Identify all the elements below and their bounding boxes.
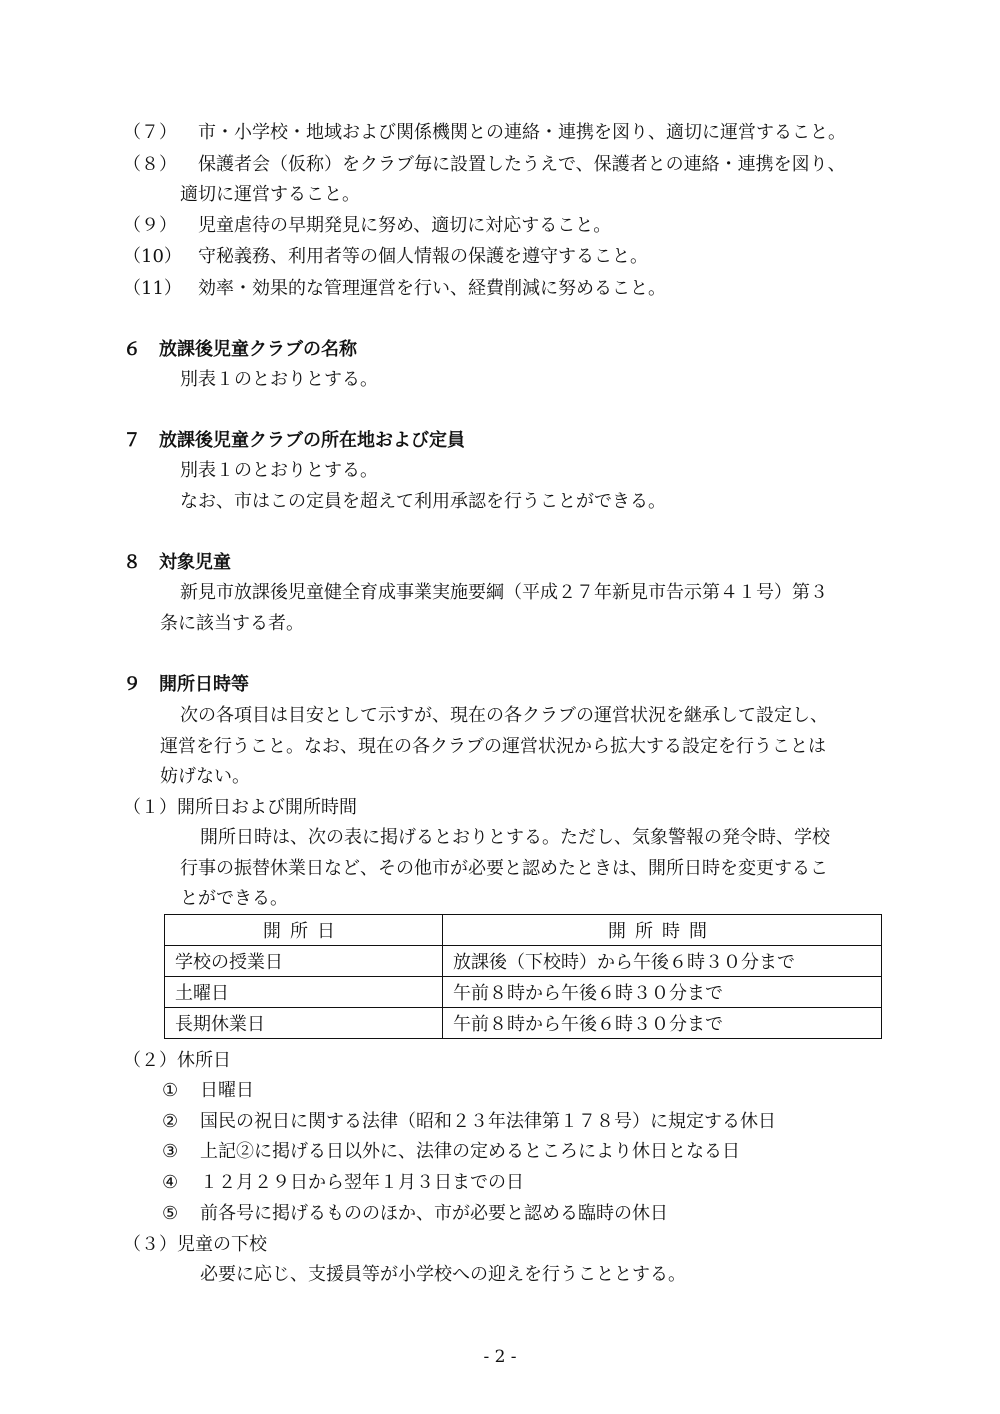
- section-9-heading: [123, 673, 249, 697]
- list-number: （11）: [123, 278, 182, 299]
- list-text: 市・小学校・地域および関係機関との連絡・連携を図り、適切に運営すること。: [198, 122, 846, 143]
- subsection-3-text: 必要に応じ、支援員等が小学校への迎えを行うこととする。: [200, 1264, 686, 1285]
- table-cell: 午前８時から午後６時３０分まで: [443, 977, 882, 1008]
- table-cell: 午前８時から午後６時３０分まで: [443, 1008, 882, 1039]
- list-text: 保護者会（仮称）をクラブ毎に設置したうえで、保護者との連絡・連携を図り、: [198, 154, 846, 175]
- section-7-body-2: なお、市はこの定員を超えて利用承認を行うことができる。: [180, 491, 666, 512]
- section-6-heading: [123, 338, 357, 362]
- section-title: 放課後児童クラブの名称: [159, 339, 357, 360]
- item-text: 上記②に掲げる日以外に、法律の定めるところにより休日となる日: [200, 1141, 740, 1162]
- subsection-1-text-3: とができる。: [180, 888, 288, 909]
- subsection-1-text-1: 開所日時は、次の表に掲げるとおりとする。ただし、気象警報の発令時、学校: [200, 827, 830, 848]
- table-row: [165, 1008, 882, 1039]
- list-number: （９）: [123, 215, 177, 236]
- section-number: ８: [123, 552, 141, 573]
- list-text: 守秘義務、利用者等の個人情報の保護を遵守すること。: [198, 246, 648, 267]
- section-8-heading: [123, 551, 231, 575]
- section-7-heading: [123, 429, 465, 453]
- section-number: ７: [123, 430, 141, 451]
- table-cell: 学校の授業日: [165, 946, 443, 977]
- table-cell: 長期休業日: [165, 1008, 443, 1039]
- section-9-intro-1: 次の各項目は目安として示すが、現在の各クラブの運営状況を継承して設定し、: [180, 705, 828, 726]
- table-row: [165, 946, 882, 977]
- list-text: 効率・効果的な管理運営を行い、経費削減に努めること。: [198, 278, 666, 299]
- section-7-body-1: 別表１のとおりとする。: [180, 460, 378, 481]
- list-text: 児童虐待の早期発見に努め、適切に対応すること。: [198, 215, 612, 236]
- page-number: - 2 -: [483, 1347, 517, 1367]
- table-header-row: [165, 915, 882, 946]
- subsection-1-label: （１）開所日および開所時間: [123, 797, 357, 818]
- list-number: （８）: [123, 154, 177, 175]
- item-mark: ⑤: [162, 1203, 179, 1224]
- section-title: 開所日時等: [159, 674, 249, 695]
- table-header: 開所時間: [443, 915, 882, 946]
- list-text-continued: 適切に運営すること。: [180, 184, 360, 205]
- table-cell: 放課後（下校時）から午後６時３０分まで: [443, 946, 882, 977]
- section-title: 対象児童: [159, 552, 231, 573]
- section-9-intro-2: 運営を行うこと。なお、現在の各クラブの運営状況から拡大する設定を行うことは: [160, 736, 826, 757]
- subsection-1-text-2: 行事の振替休業日など、その他市が必要と認めたときは、開所日時を変更するこ: [180, 858, 828, 879]
- item-mark: ①: [162, 1080, 179, 1101]
- table-cell: 土曜日: [165, 977, 443, 1008]
- section-title: 放課後児童クラブの所在地および定員: [159, 430, 465, 451]
- item-text: 前各号に掲げるもののほか、市が必要と認める臨時の休日: [200, 1203, 668, 1224]
- opening-hours-table: [164, 914, 882, 1039]
- section-8-body-2: 条に該当する者。: [160, 613, 304, 634]
- section-number: ６: [123, 339, 141, 360]
- section-6-body: 別表１のとおりとする。: [180, 369, 378, 390]
- item-text: 日曜日: [200, 1080, 254, 1101]
- item-text: １２月２９日から翌年１月３日までの日: [200, 1172, 524, 1193]
- item-mark: ③: [162, 1141, 179, 1162]
- section-number: ９: [123, 674, 141, 695]
- subsection-3-label: （３）児童の下校: [123, 1234, 267, 1255]
- table-header: 開所日: [165, 915, 443, 946]
- list-number: （10）: [123, 246, 182, 267]
- section-8-body-1: 新見市放課後児童健全育成事業実施要綱（平成２７年新見市告示第４１号）第３: [180, 582, 828, 603]
- item-mark: ②: [162, 1111, 179, 1132]
- subsection-2-label: （２）休所日: [123, 1050, 231, 1071]
- item-text: 国民の祝日に関する法律（昭和２３年法律第１７８号）に規定する休日: [200, 1111, 776, 1132]
- section-9-intro-3: 妨げない。: [160, 766, 250, 787]
- item-mark: ④: [162, 1172, 179, 1193]
- table-row: [165, 977, 882, 1008]
- list-number: （７）: [123, 122, 177, 143]
